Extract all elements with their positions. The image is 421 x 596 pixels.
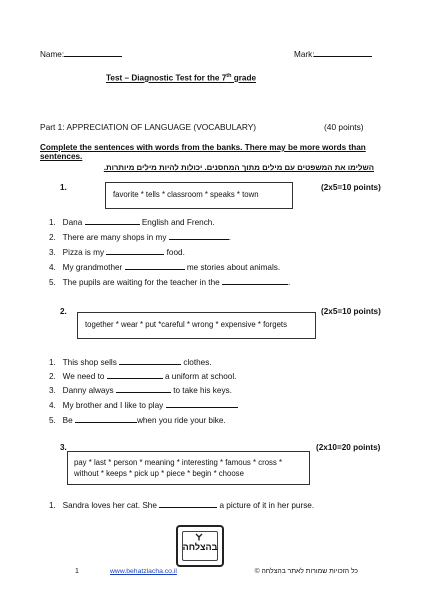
- list-item: 1. Dana English and French.: [49, 218, 215, 227]
- list-item: 4. My brother and I like to play: [49, 399, 238, 410]
- bank2-score: (2x5=10 points): [321, 307, 381, 316]
- behatzlacha-logo: [176, 525, 224, 567]
- bank1-number: 1.: [60, 183, 67, 192]
- bank2-number: 2.: [60, 307, 67, 316]
- list-item: 4. My grandmother me stories about animals.: [49, 263, 281, 272]
- answer-blank[interactable]: [106, 246, 164, 255]
- answer-blank[interactable]: [169, 231, 229, 240]
- list-item: 3. Danny always to take his keys.: [49, 386, 232, 395]
- name-label: Name:: [40, 50, 65, 59]
- name-blank[interactable]: [64, 48, 122, 57]
- website-link[interactable]: www.behatzlacha.co.il: [110, 568, 177, 575]
- word-bank-2-words: together * wear * put *careful * wrong * expensive * forgets: [85, 320, 287, 329]
- logo-mark-icon: [195, 533, 203, 541]
- list-item: 2. We need to a uniform at school.: [49, 372, 237, 381]
- bank3-number: 3.: [60, 443, 67, 452]
- instruction-en-line1: Complete the sentences with words from the banks. There may be more words than: [40, 143, 366, 152]
- answer-blank[interactable]: [85, 216, 140, 225]
- word-bank-1-words: favorite * tells * classroom * speaks * town: [113, 190, 259, 199]
- instruction-en-line2: sentences.: [40, 152, 83, 161]
- answer-blank[interactable]: [125, 261, 185, 270]
- part1-heading: Part 1: APPRECIATION OF LANGUAGE (VOCABULARY): [40, 122, 257, 132]
- copyright-notice: כל הזכויות שמורות לאתר בהצלחה ©: [254, 568, 358, 575]
- list-item: 5. Be when you ride your bike.: [49, 416, 226, 425]
- answer-blank[interactable]: [75, 414, 137, 423]
- part1-points: (40 points): [324, 122, 364, 132]
- page-title: Test – Diagnostic Test for the 7th grade: [106, 73, 257, 83]
- mark-label: Mark:: [294, 50, 315, 59]
- mark-blank[interactable]: [314, 48, 372, 57]
- list-item: 1. Sandra loves her cat. She a picture of it in her purse.: [49, 501, 315, 510]
- bank1-score: (2x5=10 points): [321, 183, 381, 192]
- instruction-he: השלימו את המשפטים עם מילים מתוך המחסנים. יכולות להיות מילים מיותרות.: [103, 163, 374, 172]
- list-item: 3. Pizza is my food.: [49, 248, 185, 257]
- word-bank-3-words-line1: pay * last * person * meaning * interesting * famous * cross *: [74, 458, 283, 467]
- mark-field: [294, 48, 372, 59]
- answer-blank[interactable]: [119, 356, 181, 365]
- list-item: 2. There are many shops in my .: [49, 233, 231, 242]
- logo-text: בהצלחה: [182, 542, 218, 552]
- answer-blank[interactable]: [166, 399, 238, 408]
- word-bank-3-words-line2: without * keeps * pick up * piece * begin * choose: [74, 469, 244, 478]
- page-number: 1: [75, 568, 79, 575]
- answer-blank[interactable]: [159, 499, 217, 508]
- answer-blank[interactable]: [222, 276, 288, 285]
- bank3-score: (2x10=20 points): [316, 443, 381, 452]
- answer-blank[interactable]: [116, 384, 171, 393]
- name-field: [40, 48, 122, 59]
- word-bank-3: [67, 451, 310, 485]
- list-item: 5. The pupils are waiting for the teacher in the .: [49, 278, 291, 287]
- list-item: 1. This shop sells clothes.: [49, 358, 212, 367]
- answer-blank[interactable]: [107, 370, 163, 379]
